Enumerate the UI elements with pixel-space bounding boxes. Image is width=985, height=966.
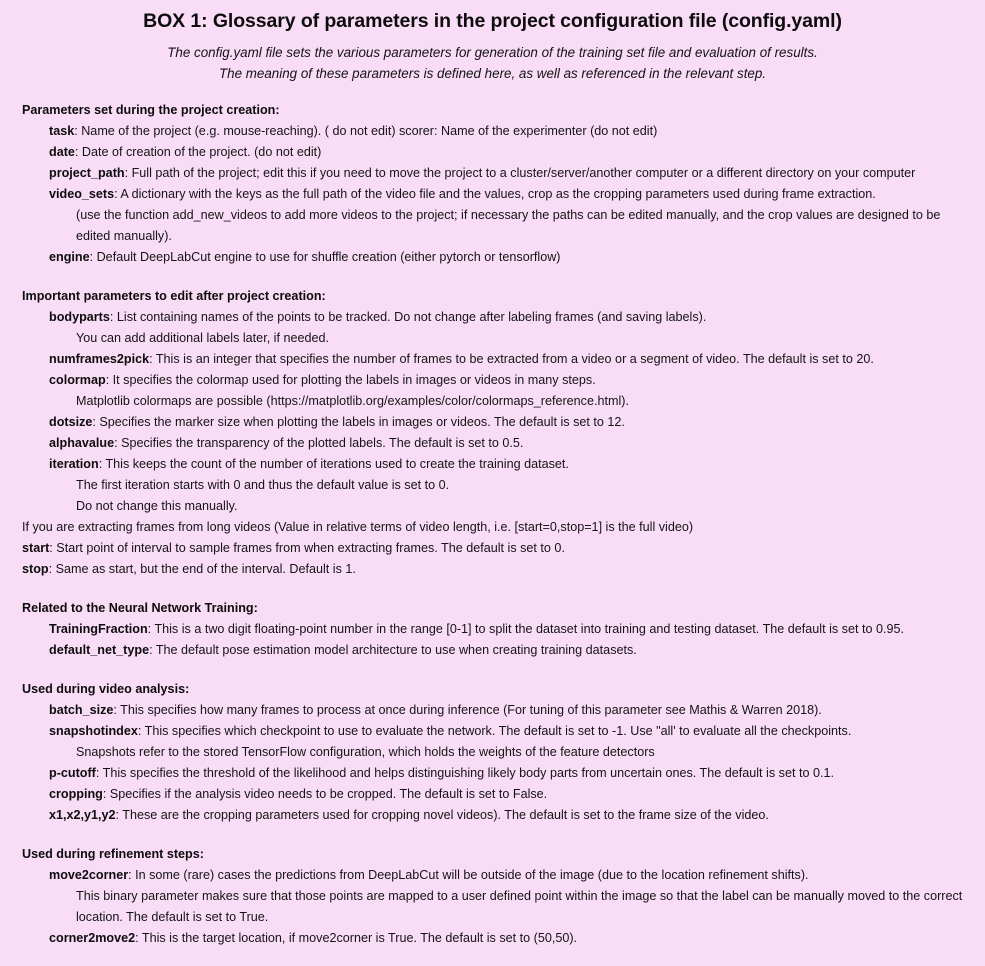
parameter-name: colormap — [49, 373, 106, 387]
glossary-entry — [22, 805, 963, 826]
glossary-entry — [22, 370, 963, 412]
parameter-name: task — [49, 124, 75, 138]
parameter-description: : Full path of the project; edit this if you need to move the project to a cluster/server/another computer or a different directory on your computer — [124, 166, 916, 180]
parameter-description: : List containing names of the points to be tracked. Do not change after labeling frames (and saving labels). — [109, 310, 707, 324]
parameter-name: x1,x2,y1,y2 — [49, 808, 116, 822]
section-heading: Used during refinement steps: — [22, 847, 204, 861]
parameter-description: : Name of the project (e.g. mouse-reaching). ( do not edit) scorer: Name of the experimenter (do not edit) — [74, 124, 658, 138]
glossary-entry — [22, 121, 963, 142]
glossary-section — [22, 598, 963, 661]
parameter-description: : A dictionary with the keys as the full path of the video file and the values, crop as the cropping parameters used during frame extraction. — [114, 187, 876, 201]
parameter-name: p-cutoff — [49, 766, 96, 780]
parameter-name: project_path — [49, 166, 125, 180]
parameter-name: cropping — [49, 787, 103, 801]
parameter-description-continuation: (use the function add_new_videos to add more videos to the project; if necessary the paths can be edited manually, and the crop values are designed to be edited manually). — [76, 208, 941, 243]
parameter-description: If you are extracting frames from long videos (Value in relative terms of video length, i.e. [start=0,stop=1] is the full video) — [22, 520, 694, 534]
glossary-section — [22, 100, 963, 268]
parameter-description: : This specifies which checkpoint to use to evaluate the network. The default is set to -1. Use "all' to evaluate all the checkpoints. — [137, 724, 852, 738]
parameter-description: : This is a two digit floating-point number in the range [0-1] to split the dataset into training and testing dataset. The default is set to 0.95. — [147, 622, 904, 636]
parameter-description: : Specifies the marker size when plotting the labels in images or videos. The default is set to 12. — [92, 415, 625, 429]
section-heading: Important parameters to edit after project creation: — [22, 289, 326, 303]
parameter-description: : Start point of interval to sample frames from when extracting frames. The default is set to 0. — [49, 541, 565, 555]
glossary-entry — [22, 184, 963, 247]
glossary-entry — [22, 928, 963, 949]
glossary-entry — [22, 784, 963, 805]
parameter-name: stop — [22, 562, 49, 576]
parameter-description: : Specifies the transparency of the plotted labels. The default is set to 0.5. — [114, 436, 524, 450]
parameter-description: : In some (rare) cases the predictions from DeepLabCut will be outside of the image (due to the location refinement shifts). — [128, 868, 809, 882]
parameter-description-continuation: You can add additional labels later, if needed. — [76, 331, 330, 345]
parameter-description: : This keeps the count of the number of iterations used to create the training dataset. — [98, 457, 569, 471]
parameter-description: : This is an integer that specifies the number of frames to be extracted from a video or a segment of video. The default is set to 20. — [149, 352, 874, 366]
parameter-name: video_sets — [49, 187, 115, 201]
parameter-description-continuation: Snapshots refer to the stored TensorFlow configuration, which holds the weights of the feature detectors — [76, 745, 655, 759]
subtitle-line-1: The config.yaml file sets the various parameters for generation of the training set file and evaluation of results. — [167, 45, 818, 60]
glossary-entry — [22, 763, 963, 784]
section-heading: Related to the Neural Network Training: — [22, 601, 258, 615]
parameter-name: alphavalue — [49, 436, 115, 450]
glossary-entry — [22, 349, 963, 370]
section-gap — [22, 661, 963, 679]
page-subtitle — [22, 43, 963, 84]
parameter-description: : The default pose estimation model architecture to use when creating training datasets. — [149, 643, 637, 657]
glossary-entry — [22, 454, 963, 517]
parameter-name: dotsize — [49, 415, 93, 429]
parameter-name: start — [22, 541, 50, 555]
parameter-name: date — [49, 145, 75, 159]
parameter-description: : This specifies how many frames to process at once during inference (For tuning of this parameter see Mathis & Warren 2018). — [113, 703, 822, 717]
glossary-entry — [22, 247, 963, 268]
parameter-name: move2corner — [49, 868, 129, 882]
parameter-description: : Specifies if the analysis video needs to be cropped. The default is set to False. — [102, 787, 548, 801]
parameter-description: : Default DeepLabCut engine to use for shuffle creation (either pytorch or tensorflow) — [89, 250, 561, 264]
section-heading: Parameters set during the project creation: — [22, 103, 280, 117]
section-gap — [22, 580, 963, 598]
parameter-description: : Date of creation of the project. (do not edit) — [74, 145, 322, 159]
glossary-entry — [22, 517, 963, 538]
parameter-name: numframes2pick — [49, 352, 150, 366]
glossary-entry — [22, 433, 963, 454]
parameter-name: engine — [49, 250, 90, 264]
glossary-entry — [22, 538, 963, 559]
parameter-name: batch_size — [49, 703, 114, 717]
glossary-section — [22, 679, 963, 826]
glossary-entry — [22, 559, 963, 580]
glossary-entry — [22, 307, 963, 349]
page-title: BOX 1: Glossary of parameters in the project configuration file (config.yaml) — [143, 10, 842, 32]
glossary-entry — [22, 163, 963, 184]
glossary-entry — [22, 865, 963, 928]
glossary-section — [22, 844, 963, 949]
subtitle-line-2: The meaning of these parameters is defined here, as well as referenced in the relevant step. — [218, 65, 767, 81]
glossary-entry — [22, 700, 963, 721]
parameter-description: : This specifies the threshold of the likelihood and helps distinguishing likely body parts from uncertain ones. The default is set to 0.1. — [95, 766, 834, 780]
parameter-name: iteration — [49, 457, 99, 471]
parameter-description-continuation: Matplotlib colormaps are possible (https://matplotlib.org/examples/color/colormaps_reference.html). — [76, 394, 629, 408]
parameter-description: : These are the cropping parameters used for cropping novel videos). The default is set to the frame size of the video. — [115, 808, 769, 822]
parameter-description-continuation: This binary parameter makes sure that those points are mapped to a user defined point within the image so that the label can be manually moved to the correct location. The default is set to True. — [76, 889, 963, 924]
glossary-entry — [22, 640, 963, 661]
section-gap — [22, 826, 963, 844]
glossary-entry — [22, 142, 963, 163]
parameter-name: default_net_type — [49, 643, 150, 657]
parameter-description-continuation: Do not change this manually. — [76, 499, 238, 513]
glossary-entry — [22, 619, 963, 640]
glossary-sections — [22, 100, 963, 949]
glossary-entry — [22, 412, 963, 433]
section-gap — [22, 268, 963, 286]
parameter-description: : This is the target location, if move2corner is True. The default is set to (50,50). — [135, 931, 578, 945]
parameter-description: : It specifies the colormap used for plotting the labels in images or videos in many steps. — [105, 373, 596, 387]
glossary-entry — [22, 721, 963, 763]
parameter-description-continuation: The first iteration starts with 0 and thus the default value is set to 0. — [76, 478, 450, 492]
parameter-name: TrainingFraction — [49, 622, 148, 636]
parameter-name: bodyparts — [49, 310, 110, 324]
glossary-section — [22, 286, 963, 580]
parameter-name: snapshotindex — [49, 724, 138, 738]
parameter-name: corner2move2 — [49, 931, 136, 945]
parameter-description: : Same as start, but the end of the interval. Default is 1. — [48, 562, 356, 576]
section-heading: Used during video analysis: — [22, 682, 190, 696]
